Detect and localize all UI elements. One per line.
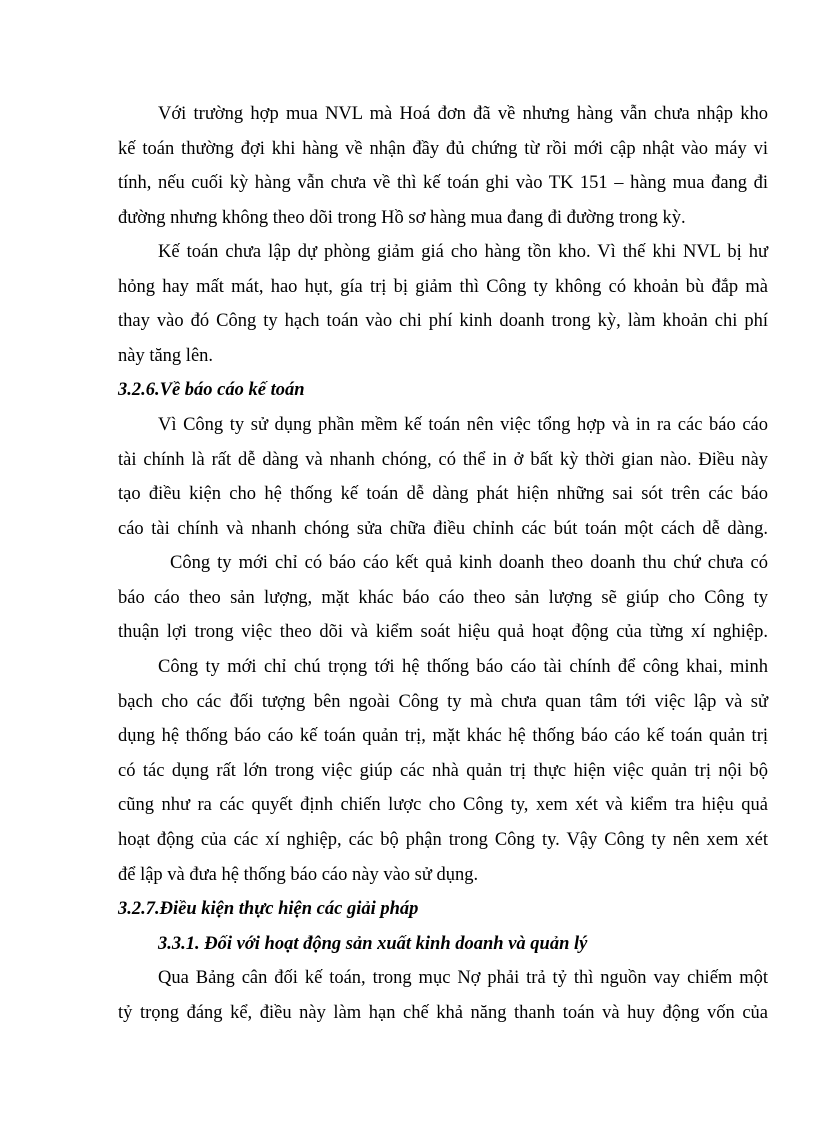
text-line: Vì Công ty sử dụng phần mềm kế toán nên việc tổng hợp và in ra các báo cáo [158, 415, 768, 435]
paragraph [118, 650, 768, 892]
paragraph [118, 961, 768, 1030]
paragraph [118, 235, 768, 373]
text-line: Công ty mới chỉ chú trọng tới hệ thống báo cáo tài chính để công khai, minh [158, 657, 768, 677]
text-line: Qua Bảng cân đối kế toán, trong mục Nợ phải trả tỷ thì nguồn vay chiếm một [158, 968, 768, 988]
paragraph [118, 408, 768, 546]
text-line: Kế toán chưa lập dự phòng giảm giá cho hàng tồn kho. Vì thế khi NVL bị hư [158, 242, 768, 262]
text-line: kế toán thường đợi khi hàng về nhận đầy đủ chứng từ rồi mới cập nhật vào máy vi [118, 138, 768, 159]
text-line: có tác dụng rất lớn trong việc giúp các nhà quản trị thực hiện việc quản trị nội bộ [118, 760, 768, 781]
subsection-heading: 3.3.1. Đối với hoạt động sản xuất kinh doanh và quản lý [158, 934, 588, 954]
text-line: tài chính là rất dễ dàng và nhanh chóng, có thể in ở bất kỳ thời gian nào. Điều này [118, 449, 768, 470]
text-line: thay vào đó Công ty hạch toán vào chi phí kinh doanh trong kỳ, làm khoản chi phí [118, 311, 768, 332]
text-line: tạo điều kiện cho hệ thống kế toán dễ dàng phát hiện những sai sót trên các báo [118, 484, 768, 505]
paragraph [118, 97, 768, 235]
section-heading: 3.2.6.Về báo cáo kế toán [118, 380, 305, 400]
section-heading: 3.2.7.Điều kiện thực hiện các giải pháp [118, 899, 419, 919]
text-line: tỷ trọng đáng kể, điều này làm hạn chế khả năng thanh toán và huy động vốn của [118, 1002, 768, 1023]
text-line: Với trường hợp mua NVL mà Hoá đơn đã về nhưng hàng vẫn chưa nhập kho [158, 104, 768, 124]
text-line: tính, nếu cuối kỳ hàng vẫn chưa về thì kế toán ghi vào TK 151 – hàng mua đang đi [118, 173, 768, 194]
text-line: đường nhưng không theo dõi trong Hồ sơ hàng mua đang đi đường trong kỳ. [118, 207, 686, 228]
text-line: Công ty mới chỉ có báo cáo kết quả kinh doanh theo doanh thu chứ chưa có [170, 553, 768, 573]
text-line: cáo tài chính và nhanh chóng sửa chữa điều chỉnh các bút toán một cách dễ dàng. [118, 518, 768, 539]
text-line: báo cáo theo sản lượng, mặt khác báo cáo theo sản lượng sẽ giúp cho Công ty [118, 587, 768, 608]
text-line: hoạt động của các xí nghiệp, các bộ phận trong Công ty. Vậy Công ty nên xem xét [118, 829, 768, 850]
text-line: này tăng lên. [118, 345, 214, 366]
text-line: thuận lợi trong việc theo dõi và kiểm soát hiệu quả hoạt động của từng xí nghiệp. [118, 622, 768, 643]
text-line: bạch cho các đối tượng bên ngoài Công ty mà chưa quan tâm tới việc lập và sử [118, 691, 768, 712]
paragraph [118, 546, 768, 650]
text-line: dụng hệ thống báo cáo kế toán quản trị, mặt khác hệ thống báo cáo kế toán quản trị [118, 726, 768, 747]
text-line: cũng như ra các quyết định chiến lược cho Công ty, xem xét và kiểm tra hiệu quả [118, 795, 768, 816]
text-line: để lập và đưa hệ thống báo cáo này vào sử dụng. [118, 864, 479, 885]
text-line: hỏng hay mất mát, hao hụt, gía trị bị giảm thì Công ty không có khoản bù đắp mà [118, 276, 768, 297]
